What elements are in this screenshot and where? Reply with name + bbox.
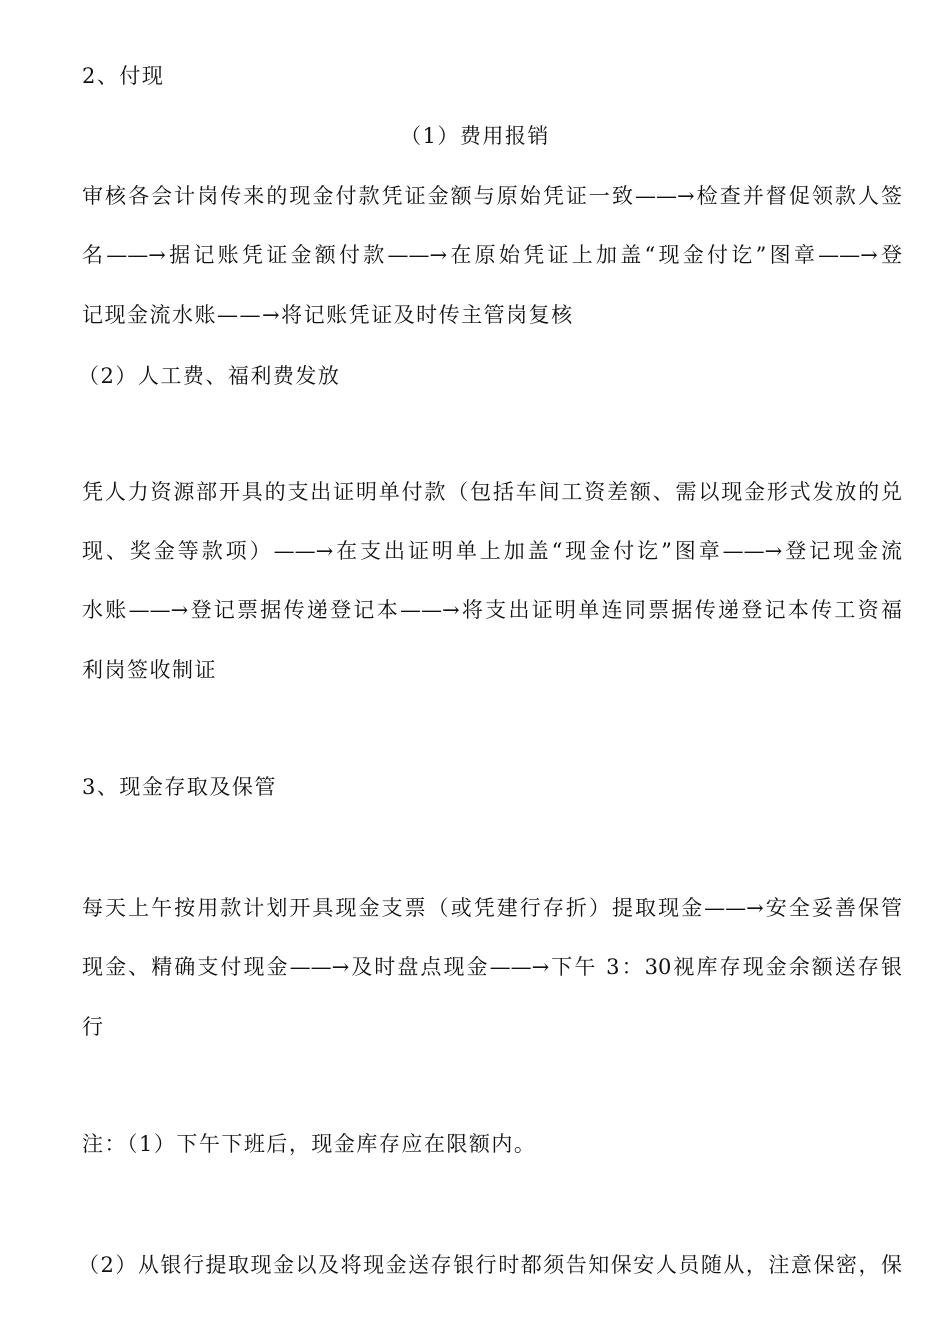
note-1: 注：（1）下午下班后，现金库存应在限额内。 bbox=[82, 1132, 537, 1156]
labor-procedure-line-3: 水账——→登记票据传递登记本——→将支出证明单连同票据传递登记本传工资福 bbox=[82, 598, 902, 622]
note-2: （2）从银行提取现金以及将现金送存银行时都须告知保安人员随从，注意保密，保 bbox=[78, 1253, 902, 1277]
subsection-labor-welfare-title: （2）人工费、福利费发放 bbox=[78, 364, 341, 388]
section-3-heading: 3、现金存取及保管 bbox=[82, 775, 277, 799]
cash-procedure-line-3: 行 bbox=[82, 1015, 105, 1039]
cash-procedure-line-1: 每天上午按用款计划开具现金支票（或凭建行存折）提取现金——→安全妥善保管 bbox=[82, 896, 902, 920]
subsection-expense-reimbursement-title: （1）费用报销 bbox=[400, 124, 550, 148]
expense-procedure-line-3: 记现金流水账——→将记账凭证及时传主管岗复核 bbox=[82, 303, 574, 327]
expense-procedure-line-2: 名——→据记账凭证金额付款——→在原始凭证上加盖“现金付讫”图章——→登 bbox=[82, 243, 902, 267]
section-2-heading: 2、付现 bbox=[82, 64, 165, 88]
labor-procedure-line-1: 凭人力资源部开具的支出证明单付款（包括车间工资差额、需以现金形式发放的兑 bbox=[82, 480, 902, 504]
labor-procedure-line-2: 现、奖金等款项）——→在支出证明单上加盖“现金付讫”图章——→登记现金流 bbox=[82, 539, 902, 563]
expense-procedure-line-1: 审核各会计岗传来的现金付款凭证金额与原始凭证一致——→检查并督促领款人签 bbox=[82, 184, 902, 208]
labor-procedure-line-4: 利岗签收制证 bbox=[82, 658, 217, 682]
cash-procedure-line-2: 现金、精确支付现金——→及时盘点现金——→下午 3：30视库存现金余额送存银 bbox=[82, 955, 902, 979]
